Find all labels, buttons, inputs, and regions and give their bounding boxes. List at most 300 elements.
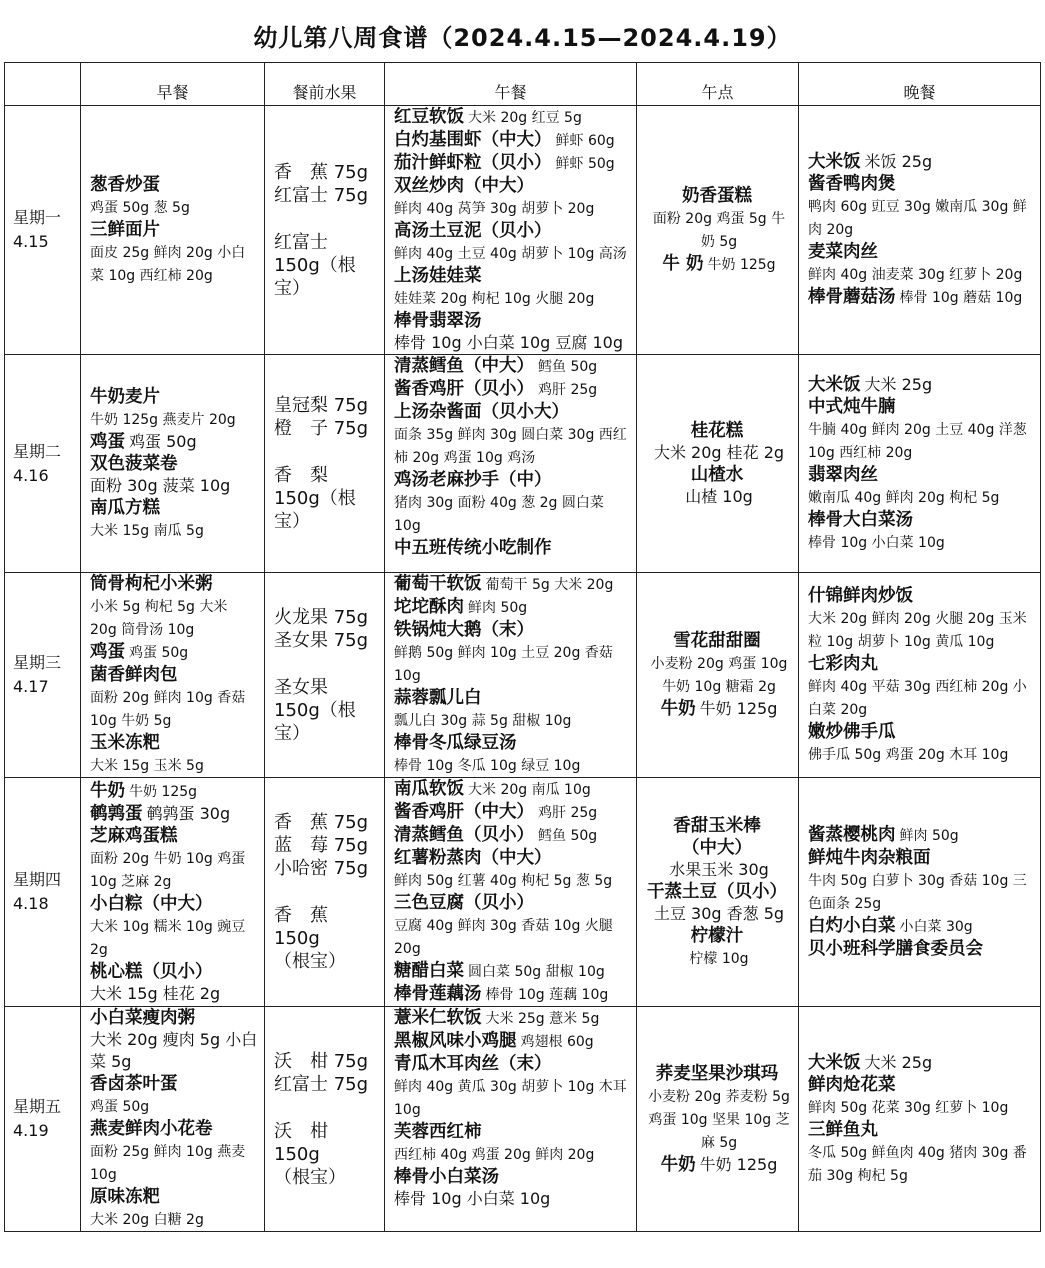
- dish-name: 三色豆腐（贝小）: [394, 893, 534, 913]
- lunch-cell: [385, 106, 637, 355]
- dish-name: 糖醋白菜: [394, 961, 464, 981]
- dish-name: 香甜玉米棒: [673, 815, 761, 836]
- dish-name: 酱香鸡肝（中大）: [394, 802, 534, 822]
- menu-item: [90, 408, 258, 431]
- header-dinner: 晚餐: [799, 63, 1041, 106]
- dish-name: 双丝炒肉（中大）: [394, 176, 534, 196]
- breakfast-cell: [81, 573, 265, 778]
- fruit-line: 150g: [274, 928, 320, 949]
- snack-cell: [637, 1007, 799, 1232]
- menu-item: [808, 374, 1034, 396]
- menu-item: [90, 915, 258, 961]
- menu-item: [646, 420, 792, 442]
- dish-name: 燕麦鲜肉小花卷: [90, 1119, 213, 1139]
- ingredients: 大米 15g 玉米 5g: [90, 758, 204, 774]
- dish-name: 棒骨翡翠汤: [394, 311, 482, 331]
- snack-cell: [637, 573, 799, 778]
- menu-item: [808, 486, 1034, 509]
- lunch-cell: [385, 1007, 637, 1232]
- dish-name: 小白粽（中大）: [90, 893, 213, 914]
- breakfast-cell: [81, 355, 265, 573]
- menu-item: [90, 961, 258, 983]
- menu-item: [808, 173, 1034, 195]
- ingredients: 小米 5g 枸杞 5g 大米 20g 筒骨汤 10g: [90, 599, 228, 638]
- menu-item: [808, 509, 1034, 531]
- dinner-cell: [799, 1007, 1041, 1232]
- menu-item: [90, 641, 258, 664]
- lunch-cell: [385, 778, 637, 1007]
- menu-item: [646, 698, 792, 720]
- dish-name: 上汤娃娃菜: [394, 266, 482, 286]
- day-cell: [5, 573, 81, 778]
- dish-name: 牛 奶: [662, 253, 704, 274]
- dish-name: 红豆软饭: [394, 107, 464, 127]
- fruit-line: 红富士 75g: [274, 184, 369, 206]
- menu-item: [646, 442, 792, 464]
- dish-name: 麦菜肉丝: [808, 242, 878, 262]
- ingredients: 棒骨 10g 蘑菇 10g: [899, 290, 1023, 306]
- weekday-label: 星期三: [13, 653, 62, 672]
- fruit-line: （根宝）: [274, 951, 346, 972]
- menu-item: [394, 265, 630, 287]
- menu-item: [808, 1074, 1034, 1096]
- ingredients: 鲜肉 50g 红薯 40g 枸杞 5g 葱 5g: [394, 873, 613, 889]
- menu-item: [394, 106, 630, 129]
- menu-item: [90, 241, 258, 287]
- menu-item: [808, 915, 1034, 938]
- ingredients: 大米 20g 白糖 2g: [90, 1212, 204, 1228]
- menu-item: [394, 573, 630, 596]
- dish-name: 什锦鲜肉炒饭: [808, 585, 913, 606]
- ingredients: 小麦粉 20g 鸡蛋 10g 牛奶 10g 糖霜 2g: [650, 656, 788, 695]
- menu-item: [90, 219, 258, 241]
- ingredients: 鸡蛋 50g: [129, 645, 189, 661]
- dish-name: 芙蓉西红柿: [394, 1122, 482, 1142]
- menu-item: [394, 754, 630, 777]
- menu-item: [90, 453, 258, 475]
- menu-item: [808, 1141, 1034, 1187]
- menu-item: [394, 242, 630, 265]
- dish-name: 牛奶: [90, 780, 125, 801]
- ingredients: 牛奶 125g: [699, 699, 778, 718]
- ingredients: 鲜肉 40g 平菇 30g 西红柿 20g 小白菜 20g: [808, 678, 1027, 718]
- menu-item: [808, 1119, 1034, 1141]
- snack-cell: [637, 355, 799, 573]
- fruit-line: 火龙果 75g: [274, 606, 369, 628]
- dinner-cell: [799, 355, 1041, 573]
- dish-name: 白灼基围虾（中大）: [394, 130, 552, 150]
- menu-item: [646, 903, 792, 925]
- menu-item: [90, 1029, 258, 1073]
- dish-name: 棒骨冬瓜绿豆汤: [394, 733, 517, 753]
- menu-item: [90, 595, 258, 641]
- dish-name: 鲜炖牛肉杂粮面: [808, 848, 931, 868]
- ingredients: 牛奶 125g: [699, 1154, 778, 1174]
- menu-item: [394, 641, 630, 687]
- ingredients: 大米 25g 薏米 5g: [485, 1011, 600, 1027]
- menu-item: [90, 754, 258, 777]
- menu-item: [394, 401, 630, 423]
- menu-item: [808, 824, 1034, 847]
- ingredients: 小白菜 30g: [899, 919, 973, 935]
- menu-item: [808, 464, 1034, 486]
- fruit-line: 红富士: [274, 231, 328, 253]
- menu-item: [90, 1140, 258, 1186]
- menu-item: [808, 531, 1034, 554]
- dish-name: 棒骨莲藕汤: [394, 984, 482, 1004]
- menu-item: [646, 253, 792, 276]
- menu-item: [90, 431, 258, 453]
- fruit-line: 沃 柑: [274, 1120, 328, 1142]
- ingredients: 鸡肝 25g: [538, 805, 598, 821]
- fruit-line: 小哈密 75g: [274, 858, 369, 879]
- menu-item: [90, 475, 258, 497]
- dish-name: 鸡蛋: [90, 431, 125, 452]
- menu-item: [394, 847, 630, 869]
- snack-cell: [637, 106, 799, 355]
- dinner-cell: [799, 778, 1041, 1007]
- day-cell: [5, 778, 81, 1007]
- menu-item: [808, 286, 1034, 309]
- menu-item: [808, 241, 1034, 263]
- ingredients: 鸡蛋 50g: [90, 1099, 150, 1115]
- menu-item: [646, 207, 792, 253]
- menu-item: [90, 573, 258, 595]
- menu-item: [646, 464, 792, 486]
- ingredients: 猪肉 30g 面粉 40g 葱 2g 圆白菜 10g: [394, 495, 604, 534]
- ingredients: 圆白菜 50g 甜椒 10g: [468, 964, 605, 980]
- menu-item: [394, 596, 630, 619]
- day-row: [5, 1007, 1041, 1232]
- dish-name: 中五班传统小吃制作: [394, 538, 552, 558]
- menu-item: [646, 185, 792, 207]
- menu-item: [394, 1166, 630, 1188]
- menu-item: [808, 418, 1034, 464]
- dish-name: 筒骨枸杞小米粥: [90, 574, 213, 594]
- dish-name: 高汤土豆泥（贝小）: [394, 221, 552, 241]
- menu-item: [90, 780, 258, 803]
- ingredients: 鸡翅根 60g: [520, 1034, 594, 1050]
- menu-item: [646, 815, 792, 837]
- fruit-line: 香 梨: [274, 465, 328, 486]
- menu-item: [90, 732, 258, 754]
- date-label: 4.15: [13, 232, 49, 251]
- menu-item: [90, 174, 258, 196]
- menu-item: [90, 1186, 258, 1208]
- menu-item: [90, 983, 258, 1005]
- menu-item: [394, 732, 630, 754]
- fruit-line: 香 蕉: [274, 905, 328, 926]
- ingredients: 牛奶 125g: [707, 256, 776, 273]
- dish-name: 大米饭: [808, 152, 861, 172]
- dish-name: 双色菠菜卷: [90, 453, 178, 474]
- date-label: 4.16: [13, 465, 49, 485]
- menu-item: [90, 686, 258, 732]
- menu-item: [394, 378, 630, 401]
- fruit-line: 皇冠梨 75g: [274, 395, 369, 416]
- fruit-cell: [265, 106, 385, 355]
- ingredients: 鹌鹑蛋 30g: [146, 803, 231, 823]
- menu-item: [90, 1118, 258, 1140]
- dish-name: 中式炖牛腩: [808, 396, 896, 417]
- header-lunch: 午餐: [385, 63, 637, 106]
- ingredients: 牛肉 50g 白萝卜 30g 香菇 10g 三色面条 25g: [808, 873, 1027, 912]
- fruit-line: 圣女果: [274, 676, 328, 698]
- weekday-label: 星期二: [13, 441, 62, 461]
- dish-name: 贝小班科学膳食委员会: [808, 939, 983, 959]
- day-row: [5, 355, 1041, 573]
- snack-cell: [637, 778, 799, 1007]
- ingredients: 面皮 25g 鲜肉 20g 小白菜 10g 西红柿 20g: [90, 244, 246, 284]
- dinner-cell: [799, 106, 1041, 355]
- dish-name: 白灼小白菜: [808, 916, 896, 936]
- menu-item: [394, 709, 630, 732]
- dish-name: 大米饭: [808, 374, 861, 395]
- dish-name: 薏米仁软饭: [394, 1008, 482, 1028]
- menu-item: [394, 1030, 630, 1053]
- menu-item: [808, 869, 1034, 915]
- ingredients: 鸡蛋 50g 葱 5g: [90, 199, 190, 216]
- day-row: [5, 778, 1041, 1007]
- ingredients: 棒骨 10g 小白菜 10g 豆腐 10g: [394, 333, 623, 352]
- menu-item: [394, 869, 630, 892]
- ingredients: 柠檬 10g: [689, 950, 749, 967]
- dish-name: 玉米冻粑: [90, 733, 160, 753]
- dish-name: 蒜蓉瓢儿白: [394, 688, 482, 708]
- dish-name: 棒骨大白菜汤: [808, 509, 913, 530]
- ingredients: 佛手瓜 50g 鸡蛋 20g 木耳 10g: [808, 746, 1009, 763]
- dish-name: 原味冻粑: [90, 1187, 160, 1207]
- menu-item: [90, 847, 258, 893]
- menu-item: [394, 960, 630, 983]
- dish-name: 鸡蛋: [90, 642, 125, 662]
- date-label: 4.17: [13, 677, 49, 696]
- dish-name: 小白菜瘦肉粥: [90, 1008, 195, 1028]
- ingredients: 大米 20g 红豆 5g: [468, 110, 582, 126]
- menu-item: [394, 892, 630, 914]
- menu-item: [90, 664, 258, 686]
- fruit-line: （根宝）: [274, 1166, 346, 1188]
- fruit-line: 香 蕉 75g: [274, 161, 369, 183]
- ingredients: 棒骨 10g 小白菜 10g: [394, 1189, 551, 1208]
- ingredients: 鸡肝 25g: [538, 382, 598, 398]
- fruit-cell: [265, 573, 385, 778]
- menu-item: [394, 220, 630, 242]
- menu-item: [808, 585, 1034, 607]
- dish-name: 芝麻鸡蛋糕: [90, 825, 178, 846]
- ingredients: 鲜肉 50g 花菜 30g 红萝卜 10g: [808, 1099, 1009, 1116]
- dish-name: 桃心糕（贝小）: [90, 961, 213, 982]
- breakfast-cell: [81, 106, 265, 355]
- menu-item: [394, 197, 630, 220]
- menu-item: [646, 881, 792, 903]
- ingredients: 大米 15g 南瓜 5g: [90, 522, 204, 539]
- menu-item: [646, 486, 792, 508]
- menu-item: [808, 847, 1034, 869]
- menu-item: [394, 423, 630, 469]
- menu-item: [646, 1063, 792, 1085]
- menu-item: [90, 803, 258, 825]
- ingredients: 牛奶 125g: [129, 783, 198, 800]
- ingredients: 棒骨 10g 莲藕 10g: [485, 987, 609, 1003]
- fruit-line: 蓝 莓 75g: [274, 835, 369, 856]
- ingredients: 鲜肉 50g: [899, 828, 959, 844]
- menu-item: [90, 497, 258, 519]
- ingredients: 鲜虾 50g: [555, 156, 615, 172]
- ingredients: 冬瓜 50g 鲜鱼肉 40g 猪肉 30g 番茄 30g 枸杞 5g: [808, 1144, 1027, 1184]
- dish-name: 牛奶: [660, 1154, 696, 1175]
- menu-item: [394, 983, 630, 1006]
- ingredients: 牛奶 125g 燕麦片 20g: [90, 411, 236, 428]
- fruit-line: [274, 880, 378, 904]
- lunch-cell: [385, 573, 637, 778]
- dish-name: 鹌鹑蛋: [90, 803, 143, 824]
- ingredients: 娃娃菜 20g 枸杞 10g 火腿 20g: [394, 291, 595, 307]
- ingredients: 大米 25g: [864, 374, 933, 394]
- header-snack: 午点: [637, 63, 799, 106]
- dish-name: 南瓜软饭: [394, 779, 464, 799]
- menu-item: [394, 1007, 630, 1030]
- fruit-cell: [265, 778, 385, 1007]
- menu-item: [394, 175, 630, 197]
- ingredients: 嫩南瓜 40g 鲜肉 20g 枸杞 5g: [808, 489, 1000, 506]
- menu-item: [90, 893, 258, 915]
- dish-name: 山楂水: [690, 464, 744, 485]
- ingredients: 鲜肉 40g 黄瓜 30g 胡萝卜 10g 木耳 10g: [394, 1079, 627, 1118]
- ingredients: 大米 15g 桂花 2g: [90, 983, 221, 1003]
- dish-name: 清蒸鳕鱼（贝小）: [394, 825, 534, 845]
- ingredients: 牛腩 40g 鲜肉 20g 土豆 40g 洋葱 10g 西红柿 20g: [808, 421, 1027, 461]
- ingredients: 面粉 20g 牛奶 10g 鸡蛋 10g 芝麻 2g: [90, 850, 246, 890]
- ingredients: 水果玉米 30g: [669, 859, 769, 879]
- dish-name: 嫩炒佛手瓜: [808, 721, 896, 742]
- header-breakfast: 早餐: [81, 63, 265, 106]
- menu-item: [394, 914, 630, 960]
- fruit-line: 香 蕉 75g: [274, 812, 369, 833]
- menu-item: [808, 675, 1034, 721]
- ingredients: 面粉 30g 菠菜 10g: [90, 475, 231, 495]
- menu-item: [90, 519, 258, 542]
- menu-item: [90, 1073, 258, 1095]
- ingredients: 鸭肉 60g 豇豆 30g 嫩南瓜 30g 鲜肉 20g: [808, 199, 1027, 238]
- dish-name: 牛奶麦片: [90, 386, 160, 407]
- day-cell: [5, 106, 81, 355]
- fruit-line: 150g（根宝）: [274, 699, 356, 744]
- menu-item: [646, 630, 792, 652]
- weekday-label: 星期一: [13, 208, 62, 227]
- menu-item: [394, 537, 630, 559]
- dish-name: 酱香鸭肉煲: [808, 174, 896, 194]
- dish-name: 黑椒风味小鸡腿: [394, 1031, 517, 1051]
- dish-name: 坨坨酥肉: [394, 597, 464, 617]
- dish-name: 酱蒸樱桃肉: [808, 825, 896, 845]
- dish-name: 桂花糕: [690, 420, 744, 441]
- dish-name: 铁锅炖大鹅（末）: [394, 620, 534, 640]
- menu-item: [808, 1096, 1034, 1119]
- ingredients: 大米 20g 南瓜 10g: [468, 782, 591, 798]
- menu-item: [394, 801, 630, 824]
- menu-item: [90, 1208, 258, 1231]
- menu-item: [808, 263, 1034, 286]
- dish-name: 柠檬汁: [690, 925, 744, 946]
- ingredients: 鲜肉 40g 土豆 40g 胡萝卜 10g 高汤: [394, 246, 627, 262]
- header-day: [5, 63, 81, 106]
- dish-name: 棒骨小白菜汤: [394, 1167, 499, 1187]
- dish-name: 鲜肉炝花菜: [808, 1074, 896, 1095]
- ingredients: 大米 25g: [864, 1052, 933, 1072]
- ingredients: 葡萄干 5g 大米 20g: [485, 577, 614, 593]
- dish-name: 牛奶: [660, 699, 696, 719]
- menu-item: [808, 195, 1034, 241]
- fruit-line: 150g（根宝）: [274, 254, 356, 299]
- ingredients: 土豆 30g 香葱 5g: [653, 903, 785, 923]
- dish-name: 三鲜面片: [90, 219, 160, 240]
- dish-name: 香卤茶叶蛋: [90, 1074, 178, 1094]
- menu-item: [808, 938, 1034, 960]
- menu-item: [394, 1075, 630, 1121]
- menu-item: [808, 151, 1034, 173]
- menu-item: [394, 355, 630, 378]
- day-cell: [5, 355, 81, 573]
- menu-item: [394, 287, 630, 310]
- ingredients: 鲜肉 40g 莴笋 30g 胡萝卜 20g: [394, 201, 595, 217]
- ingredients: 豆腐 40g 鲜肉 30g 香菇 10g 火腿 20g: [394, 918, 613, 957]
- ingredients: 面粉 20g 鲜肉 10g 香菇 10g 牛奶 5g: [90, 690, 246, 729]
- dish-name: 鸡汤老麻抄手（中）: [394, 470, 552, 490]
- ingredients: 大米 20g 鲜肉 20g 火腿 20g 玉米粒 10g 胡萝卜 10g 黄瓜 10g: [808, 610, 1027, 650]
- header-fruit: 餐前水果: [265, 63, 385, 106]
- fruit-line: 150g: [274, 1143, 320, 1165]
- dish-name: 清蒸鳕鱼（中大）: [394, 356, 534, 376]
- breakfast-cell: [81, 778, 265, 1007]
- ingredients: 鸡蛋 50g: [129, 431, 197, 451]
- dish-name: 干蒸土豆（贝小）: [647, 881, 787, 902]
- dish-name: 雪花甜甜圈: [673, 631, 761, 651]
- fruit-line: 橙 子 75g: [274, 418, 369, 439]
- menu-item: [808, 396, 1034, 418]
- ingredients: 瓢儿白 30g 蒜 5g 甜椒 10g: [394, 713, 572, 729]
- fruit-line: [274, 1096, 378, 1120]
- ingredients: 棒骨 10g 小白菜 10g: [808, 534, 945, 551]
- ingredients: 鳕鱼 50g: [538, 828, 598, 844]
- ingredients: 西红柿 40g 鸡蛋 20g 鲜肉 20g: [394, 1147, 595, 1163]
- dish-name: 大米饭: [808, 1052, 861, 1073]
- weekday-label: 星期五: [13, 1097, 62, 1116]
- ingredients: 米饭 25g: [864, 152, 933, 171]
- fruit-cell: [265, 1007, 385, 1232]
- ingredients: 面条 35g 鲜肉 30g 圆白菜 30g 西红柿 20g 鸡蛋 10g 鸡汤: [394, 427, 627, 466]
- menu-item: [394, 687, 630, 709]
- ingredients: 鲜虾 60g: [555, 133, 615, 149]
- dish-name: 七彩肉丸: [808, 653, 878, 674]
- breakfast-cell: [81, 1007, 265, 1232]
- menu-item: [394, 332, 630, 354]
- dish-name: 菌香鲜肉包: [90, 665, 178, 685]
- ingredients: 大米 20g 桂花 2g: [653, 442, 785, 462]
- dinner-cell: [799, 573, 1041, 778]
- fruit-line: [274, 440, 378, 464]
- dish-name: 上汤杂酱面（贝小大）: [394, 402, 569, 422]
- menu-item: [394, 778, 630, 801]
- menu-item: [646, 859, 792, 881]
- menu-item: [394, 1188, 630, 1210]
- dish-name: 棒骨蘑菇汤: [808, 287, 896, 307]
- menu-item: [90, 386, 258, 408]
- menu-item: [90, 825, 258, 847]
- ingredients: 面粉 25g 鲜肉 10g 燕麦 10g: [90, 1144, 246, 1183]
- menu-item: [646, 925, 792, 947]
- menu-item: [646, 837, 792, 859]
